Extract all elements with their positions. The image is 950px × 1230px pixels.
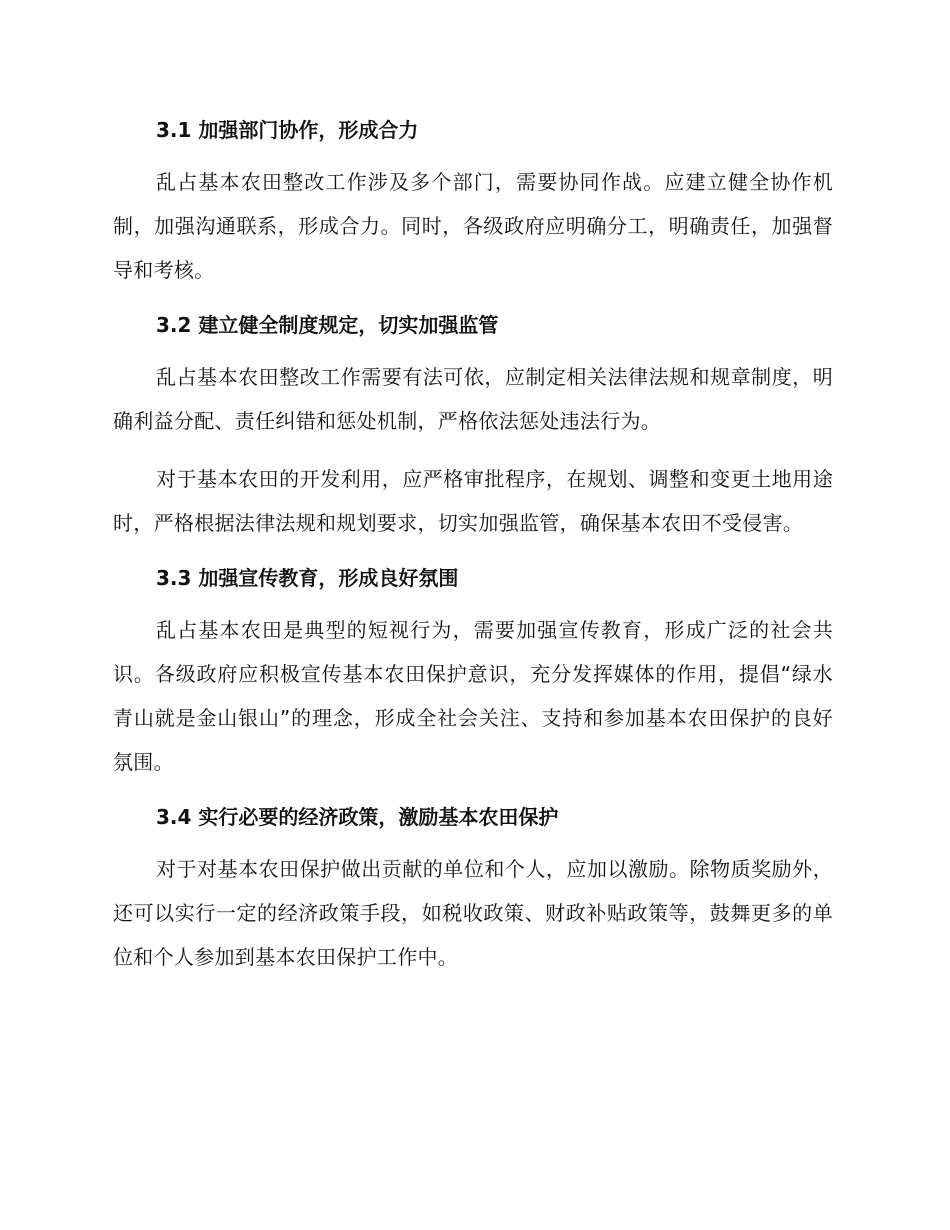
body-paragraph: 乱占基本农田整改工作涉及多个部门，需要协同作战。应建立健全协作机制，加强沟通联系，形成合力。同时，各级政府应明确分工，明确责任，加强督导和考核。 bbox=[113, 170, 833, 282]
document-page bbox=[113, 112, 833, 979]
section-3-4 bbox=[113, 799, 833, 979]
body-paragraph: 对于基本农田的开发利用，应严格审批程序，在规划、调整和变更土地用途时，严格根据法律法规和规划要求，切实加强监管，确保基本农田不受侵害。 bbox=[113, 467, 833, 535]
body-paragraph: 对于对基本农田保护做出贡献的单位和个人，应加以激励。除物质奖励外，还可以实行一定的经济政策手段，如税收政策、财政补贴政策等，鼓舞更多的单位和个人参加到基本农田保护工作中。 bbox=[113, 857, 833, 969]
section-3-2 bbox=[113, 307, 833, 545]
section-heading: 3.4 实行必要的经济政策，激励基本农田保护 bbox=[156, 805, 559, 829]
section-heading: 3.3 加强宣传教育，形成良好氛围 bbox=[156, 566, 459, 590]
section-heading: 3.1 加强部门协作，形成合力 bbox=[156, 118, 419, 142]
body-paragraph: 乱占基本农田整改工作需要有法可依，应制定相关法律法规和规章制度，明确利益分配、责任纠错和惩处机制，严格依法惩处违法行为。 bbox=[113, 365, 833, 433]
section-3-3 bbox=[113, 560, 833, 784]
section-heading: 3.2 建立健全制度规定，切实加强监管 bbox=[156, 313, 499, 337]
body-paragraph: 乱占基本农田是典型的短视行为，需要加强宣传教育，形成广泛的社会共识。各级政府应积极宣传基本农田保护意识，充分发挥媒体的作用，提倡“绿水青山就是金山银山”的理念，形成全社会关注、支持和参加基本农田保护的良好氛围。 bbox=[113, 618, 833, 774]
section-3-1 bbox=[113, 112, 833, 292]
